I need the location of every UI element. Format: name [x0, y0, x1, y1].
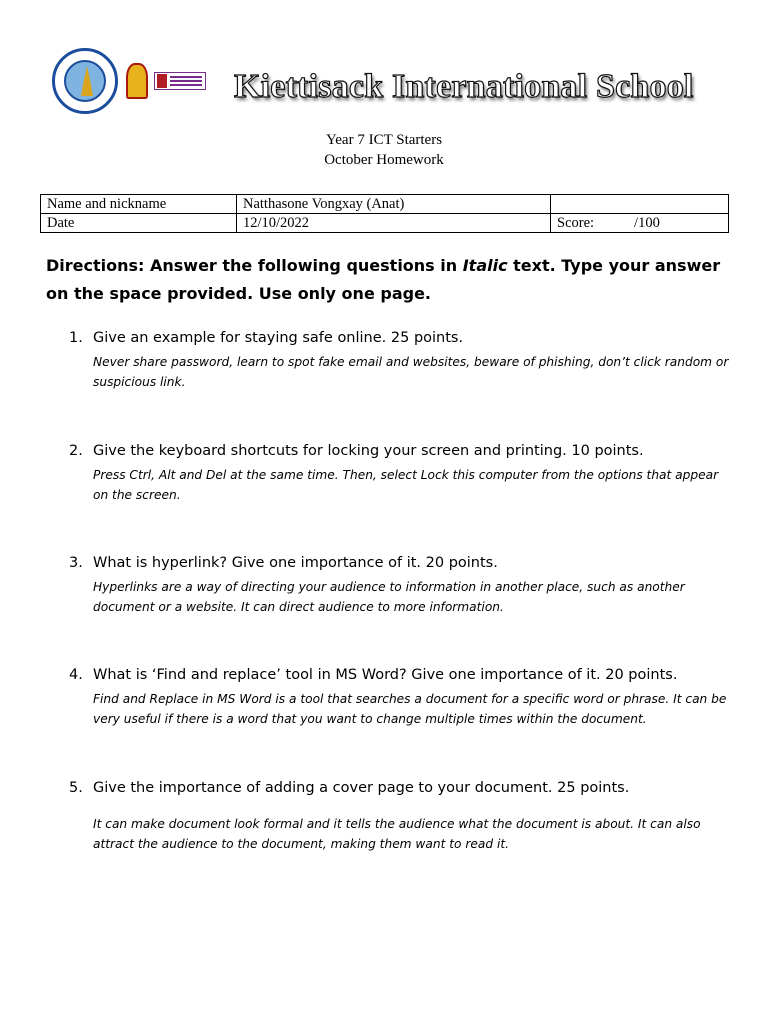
student-info-table: [40, 194, 729, 233]
page-title: Year 7 ICT Starters: [325, 132, 443, 148]
stupa-icon: [81, 66, 93, 96]
question-number: 2.: [69, 443, 83, 459]
question-text: Give the keyboard shortcuts for locking your screen and printing. 10 points.: [93, 443, 644, 459]
score-cell: [551, 214, 729, 233]
answer-text: Find and Replace in MS Word is a tool that searches a document for a specific word or phrase. It can be very useful if there is a word that you want to change multiple times within the document.: [93, 692, 727, 726]
name-value: Natthasone Vongxay (Anat): [237, 195, 551, 214]
emblem-logo: [126, 63, 148, 99]
directions-text: [46, 252, 736, 308]
question-number: 5.: [69, 780, 83, 796]
directions-italic-word: Italic: [462, 256, 508, 275]
date-label: Date: [41, 214, 237, 233]
question-number: 3.: [69, 555, 83, 571]
name-label: Name and nickname: [41, 195, 237, 214]
question-number: 4.: [69, 667, 83, 683]
school-name-banner: Kiettisack International School: [234, 68, 694, 105]
score-cell-top: [551, 195, 729, 214]
question-number: 1.: [69, 330, 83, 346]
date-value: 12/10/2022: [237, 214, 551, 233]
shield-icon: [157, 74, 167, 88]
school-seal-logo: [52, 48, 118, 114]
table-row: [41, 214, 729, 233]
question-text: Give the importance of adding a cover page to your document. 25 points.: [93, 780, 630, 796]
answer-text: Press Ctrl, Alt and Del at the same time. Then, select Lock this computer from the options that appear on the screen.: [93, 468, 719, 502]
answer-text: Hyperlinks are a way of directing your audience to information in another place, such as another document or a website. It can direct audience to more information.: [93, 580, 685, 614]
cambridge-logo: [154, 72, 206, 90]
table-row: [41, 195, 729, 214]
score-label: Score:: [557, 214, 595, 231]
score-value: /100: [634, 214, 660, 231]
answer-text: It can make document look formal and it tells the audience what the document is about. It can also attract the audience to the document, making them want to read it.: [93, 817, 701, 851]
page-subtitle: October Homework: [324, 152, 444, 168]
question-text: What is hyperlink? Give one importance of it. 20 points.: [93, 555, 498, 571]
answer-text: Never share password, learn to spot fake email and websites, beware of phishing, don’t click random or suspicious link.: [93, 355, 729, 389]
directions-part2: text. Type your answer on the space provided. Use only one page.: [46, 256, 721, 303]
logo-group: [52, 46, 206, 116]
question-text: Give an example for staying safe online. 25 points.: [93, 330, 464, 346]
directions-part1: Directions: Answer the following questions in: [46, 256, 463, 275]
question-text: What is ‘Find and replace’ tool in MS Word? Give one importance of it. 20 points.: [93, 667, 678, 683]
